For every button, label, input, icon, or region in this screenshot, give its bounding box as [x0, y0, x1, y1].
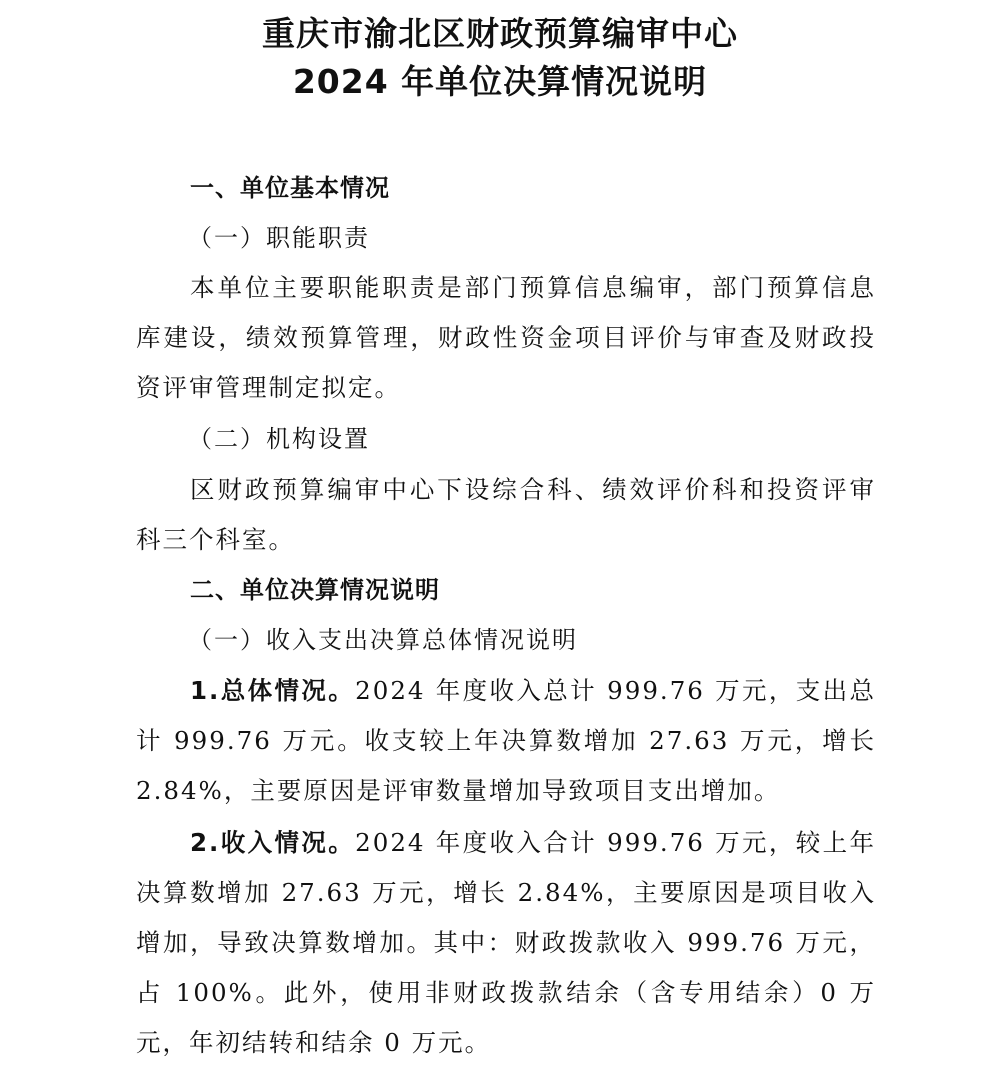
overall-situation-text: 2024 年度收入总计 999.76 万元，支出总计 999.76 万元。收支较上年决算数增加 27.63 万元，增长 2.84%，主要原因是评审数量增加导致项目支出增加。: [136, 676, 876, 805]
document-title-line2: 2024 年单位决算情况说明: [292, 62, 708, 101]
section2-heading: 二、单位决算情况说明: [190, 576, 440, 604]
document-title-line1: 重庆市渝北区财政预算编审中心: [262, 14, 738, 53]
section1-sub2-heading: （二）机构设置: [188, 425, 370, 453]
overall-situation-label: 1.总体情况。: [190, 676, 356, 705]
section1-sub2-paragraph: 区财政预算编审中心下设综合科、绩效评价科和投资评审科三个科室。: [136, 475, 876, 554]
section2-sub1-heading: （一）收入支出决算总体情况说明: [188, 626, 578, 654]
section1-sub1-paragraph: 本单位主要职能职责是部门预算信息编审，部门预算信息库建设，绩效预算管理，财政性资金项目评价与审查及财政投资评审管理制定拟定。: [136, 273, 876, 402]
income-situation-paragraph: [136, 818, 876, 1068]
income-situation-text: 2024 年度收入合计 999.76 万元，较上年决算数增加 27.63 万元，增长 2.84%，主要原因是项目收入增加，导致决算数增加。其中：财政拨款收入 999.76 万元，占 100%。此外，使用非财政拨款结余（含专用结余）0 万元，年初结转和结余 0 万元。: [136, 828, 876, 1057]
section1-sub1-heading: （一）职能职责: [188, 224, 370, 252]
income-situation-label: 2.收入情况。: [190, 828, 356, 857]
section1-heading: 一、单位基本情况: [190, 174, 390, 202]
overall-situation-paragraph: [136, 666, 876, 816]
